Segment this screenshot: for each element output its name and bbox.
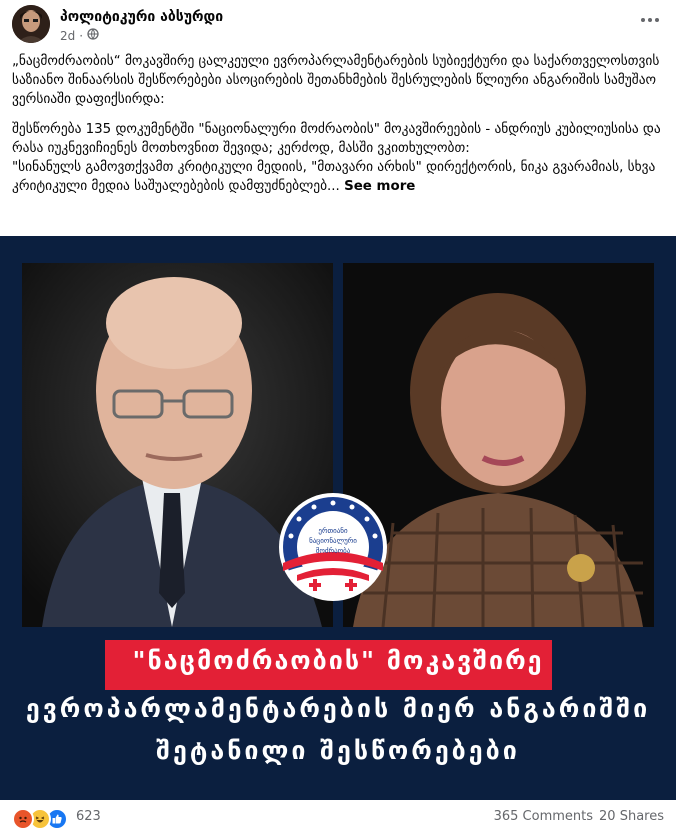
headline-line-1: "ნაცმოძრაობის" მოკავშირე (132, 646, 544, 675)
post-meta (60, 28, 99, 43)
post-paragraph-1: „ნაცმოძრაობის“ მოკავშირე ცალკეული ევროპარლამენტარების სუბიექტური და საქართველოსთვის საზიანო შინაარსის შესწორებები ასოცირების შეთანხმების შესრულების წლიური ანგარიშის სამუშაო ვერსიაში დაფიქსირდა: (12, 54, 660, 107)
shares-count[interactable]: 20 Shares (599, 809, 664, 824)
reaction-icons[interactable] (12, 808, 63, 830)
post-time[interactable]: 2d (60, 28, 76, 43)
engagement-stats (494, 809, 664, 824)
page-name[interactable]: პოლიტიკური აბსურდი (60, 9, 224, 25)
reaction-count[interactable]: 623 (76, 809, 101, 824)
logo-text-2: ნაციონალური (309, 537, 357, 545)
post-image[interactable] (0, 236, 676, 800)
page-avatar[interactable] (12, 5, 50, 43)
meta-separator: · (79, 28, 84, 43)
post-text (12, 52, 662, 196)
see-more-link[interactable]: See more (344, 179, 416, 194)
post-header (12, 4, 664, 44)
logo-text-1: ერთიანი (318, 527, 348, 535)
angry-icon (12, 808, 34, 830)
portrait-right (343, 263, 654, 627)
globe-icon (87, 28, 99, 43)
party-logo (277, 491, 389, 603)
headline-line-2: ევროპარლამენტარების მიერ ანგარიშში (25, 694, 651, 723)
more-options-icon[interactable] (636, 10, 664, 30)
comments-count[interactable]: 365 Comments (493, 809, 594, 824)
post-paragraph-3: "სინანულს გამოვთქვამთ კრიტიკული მედიის, "მთავარი არხის" დირექტორის, ნიკა გვარამიას, სხვა კრიტიკული მედია საშუალებების დამფუძნებლებ... (12, 160, 656, 194)
logo-text-3: მოძრაობა (315, 547, 351, 555)
post-paragraph-2: შესწორება 135 დოკუმენტში "ნაციონალური მოძრაობის" მოკავშირეების - ანდრიუს კუბილიუსისა და რასა იუკნევიჩიენეს მოთხოვნით შევიდა; კერძოდ, მასში ვკითხულობთ: (12, 122, 661, 156)
post-footer (12, 806, 664, 830)
headline-line-3: შეტანილი შესწორებები (156, 736, 520, 765)
